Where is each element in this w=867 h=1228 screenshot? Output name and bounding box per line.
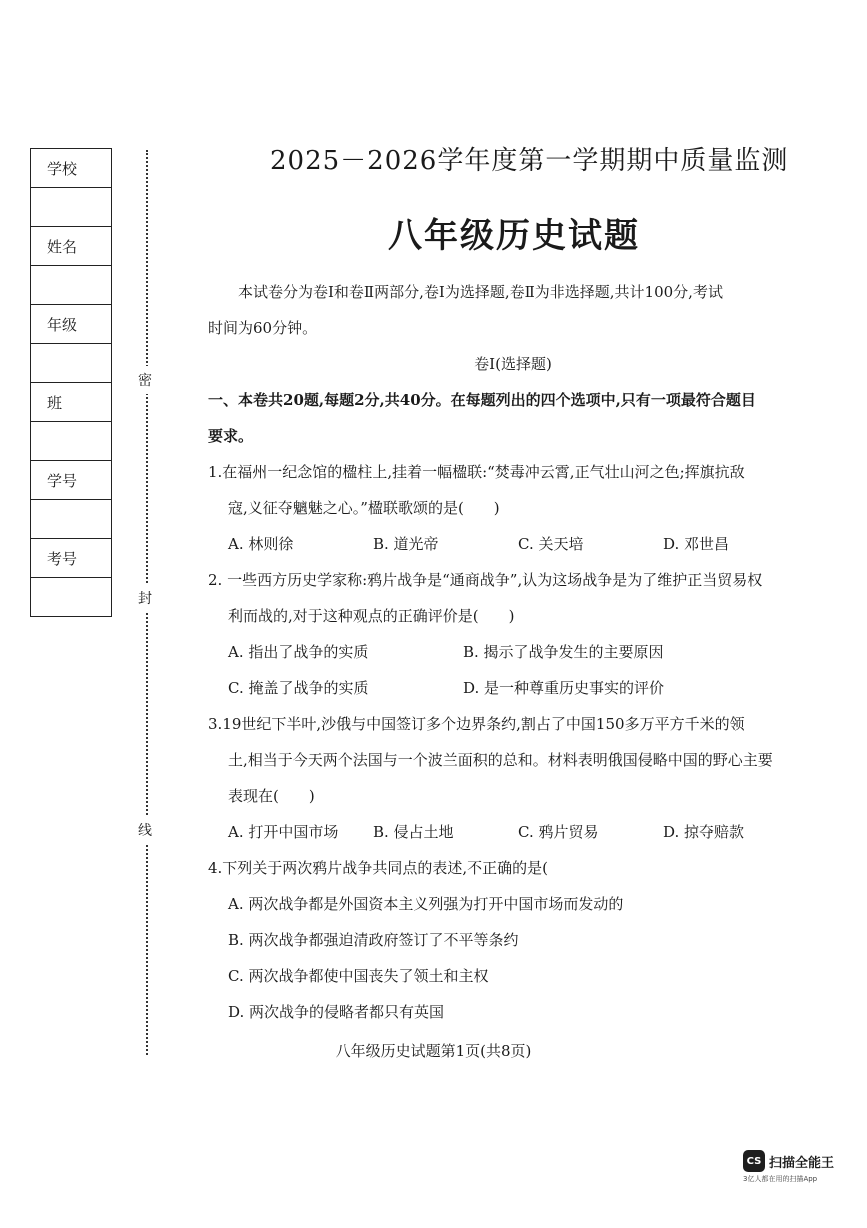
option-c: C. 两次战争都使中国丧失了领土和主权 bbox=[228, 967, 489, 985]
info-blank-class[interactable] bbox=[31, 422, 112, 461]
student-info-table bbox=[30, 148, 112, 617]
question-3 bbox=[208, 706, 818, 850]
info-label-school: 学校 bbox=[31, 149, 112, 188]
option-row bbox=[208, 634, 818, 670]
question-stem: 1.在福州一纪念馆的楹柱上,挂着一幅楹联:“焚毒冲云霄,正气壮山河之色;挥旗抗敌 bbox=[208, 463, 745, 481]
watermark-sub: 3亿人都在用的扫描App bbox=[743, 1175, 818, 1183]
intro-line: 本试卷分为卷Ⅰ和卷Ⅱ两部分,卷Ⅰ为选择题,卷Ⅱ为非选择题,共计100分,考试 bbox=[238, 283, 723, 301]
info-label-name: 姓名 bbox=[31, 227, 112, 266]
question-stem: 2. 一些西方历史学家称:鸦片战争是“通商战争”,认为这场战争是为了维护正当贸易权 bbox=[208, 571, 763, 589]
info-blank-grade[interactable] bbox=[31, 344, 112, 383]
subject-title: 八年级历史试题 bbox=[388, 216, 640, 256]
option-b: B. 揭示了战争发生的主要原因 bbox=[463, 643, 664, 661]
option-a: A. 林则徐 bbox=[228, 535, 294, 553]
question-stem: 寇,义征夺魑魅之心。”楹联歌颂的是( ) bbox=[228, 499, 500, 517]
option-b: B. 侵占土地 bbox=[373, 823, 454, 841]
option-row bbox=[208, 670, 818, 706]
question-stem: 4.下列关于两次鸦片战争共同点的表述,不正确的是( bbox=[208, 859, 548, 877]
question-stem: 表现在( ) bbox=[228, 787, 315, 805]
info-blank-school[interactable] bbox=[31, 188, 112, 227]
scanner-watermark bbox=[743, 1150, 853, 1184]
option-d: D. 掠夺赔款 bbox=[663, 823, 745, 841]
option-d: D. 是一种尊重历史事实的评价 bbox=[463, 679, 665, 697]
option-row bbox=[208, 526, 818, 562]
option-a: A. 两次战争都是外国资本主义列强为打开中国市场而发动的 bbox=[228, 895, 624, 913]
option-a: A. 打开中国市场 bbox=[228, 823, 339, 841]
question-stem: 3.19世纪下半叶,沙俄与中国签订多个边界条约,割占了中国150多万平方千米的领 bbox=[208, 715, 745, 733]
option-a: A. 指出了战争的实质 bbox=[228, 643, 369, 661]
option-d: D. 邓世昌 bbox=[663, 535, 730, 553]
exam-content bbox=[208, 274, 818, 1030]
option-row bbox=[208, 814, 818, 850]
question-1 bbox=[208, 454, 818, 562]
question-2 bbox=[208, 562, 818, 706]
option-c: C. 鸦片贸易 bbox=[518, 823, 599, 841]
option-c: C. 掩盖了战争的实质 bbox=[228, 679, 369, 697]
option-c: C. 关天培 bbox=[518, 535, 584, 553]
seal-char-feng: 封 bbox=[138, 584, 152, 612]
exam-title: 2025－2026学年度第一学期期中质量监测 bbox=[270, 146, 789, 176]
info-label-grade: 年级 bbox=[31, 305, 112, 344]
seal-char-xian: 线 bbox=[138, 816, 152, 844]
seal-char-mi: 密 bbox=[138, 366, 152, 394]
watermark-name: 扫描全能王 bbox=[769, 1155, 835, 1171]
instruction-line: 要求。 bbox=[208, 427, 254, 445]
option-b: B. 两次战争都强迫清政府签订了不平等条约 bbox=[228, 931, 519, 949]
info-label-exam-id: 考号 bbox=[31, 539, 112, 578]
info-blank-exam-id[interactable] bbox=[31, 578, 112, 617]
info-blank-student-id[interactable] bbox=[31, 500, 112, 539]
intro-line: 时间为60分钟。 bbox=[208, 319, 318, 337]
page-footer: 八年级历史试题第1页(共8页) bbox=[335, 1042, 532, 1060]
section-title: 卷Ⅰ(选择题) bbox=[474, 355, 552, 373]
camscanner-logo-icon: CS bbox=[743, 1150, 765, 1172]
info-label-student-id: 学号 bbox=[31, 461, 112, 500]
option-d: D. 两次战争的侵略者都只有英国 bbox=[228, 1003, 445, 1021]
question-4 bbox=[208, 850, 818, 1030]
option-b: B. 道光帝 bbox=[373, 535, 439, 553]
instruction-line: 一、本卷共20题,每题2分,共40分。在每题列出的四个选项中,只有一项最符合题目 bbox=[208, 391, 756, 409]
info-blank-name[interactable] bbox=[31, 266, 112, 305]
question-stem: 利而战的,对于这种观点的正确评价是( ) bbox=[228, 607, 515, 625]
info-label-class: 班 bbox=[31, 383, 112, 422]
question-stem: 土,相当于今天两个法国与一个波兰面积的总和。材料表明俄国侵略中国的野心主要 bbox=[228, 751, 773, 769]
